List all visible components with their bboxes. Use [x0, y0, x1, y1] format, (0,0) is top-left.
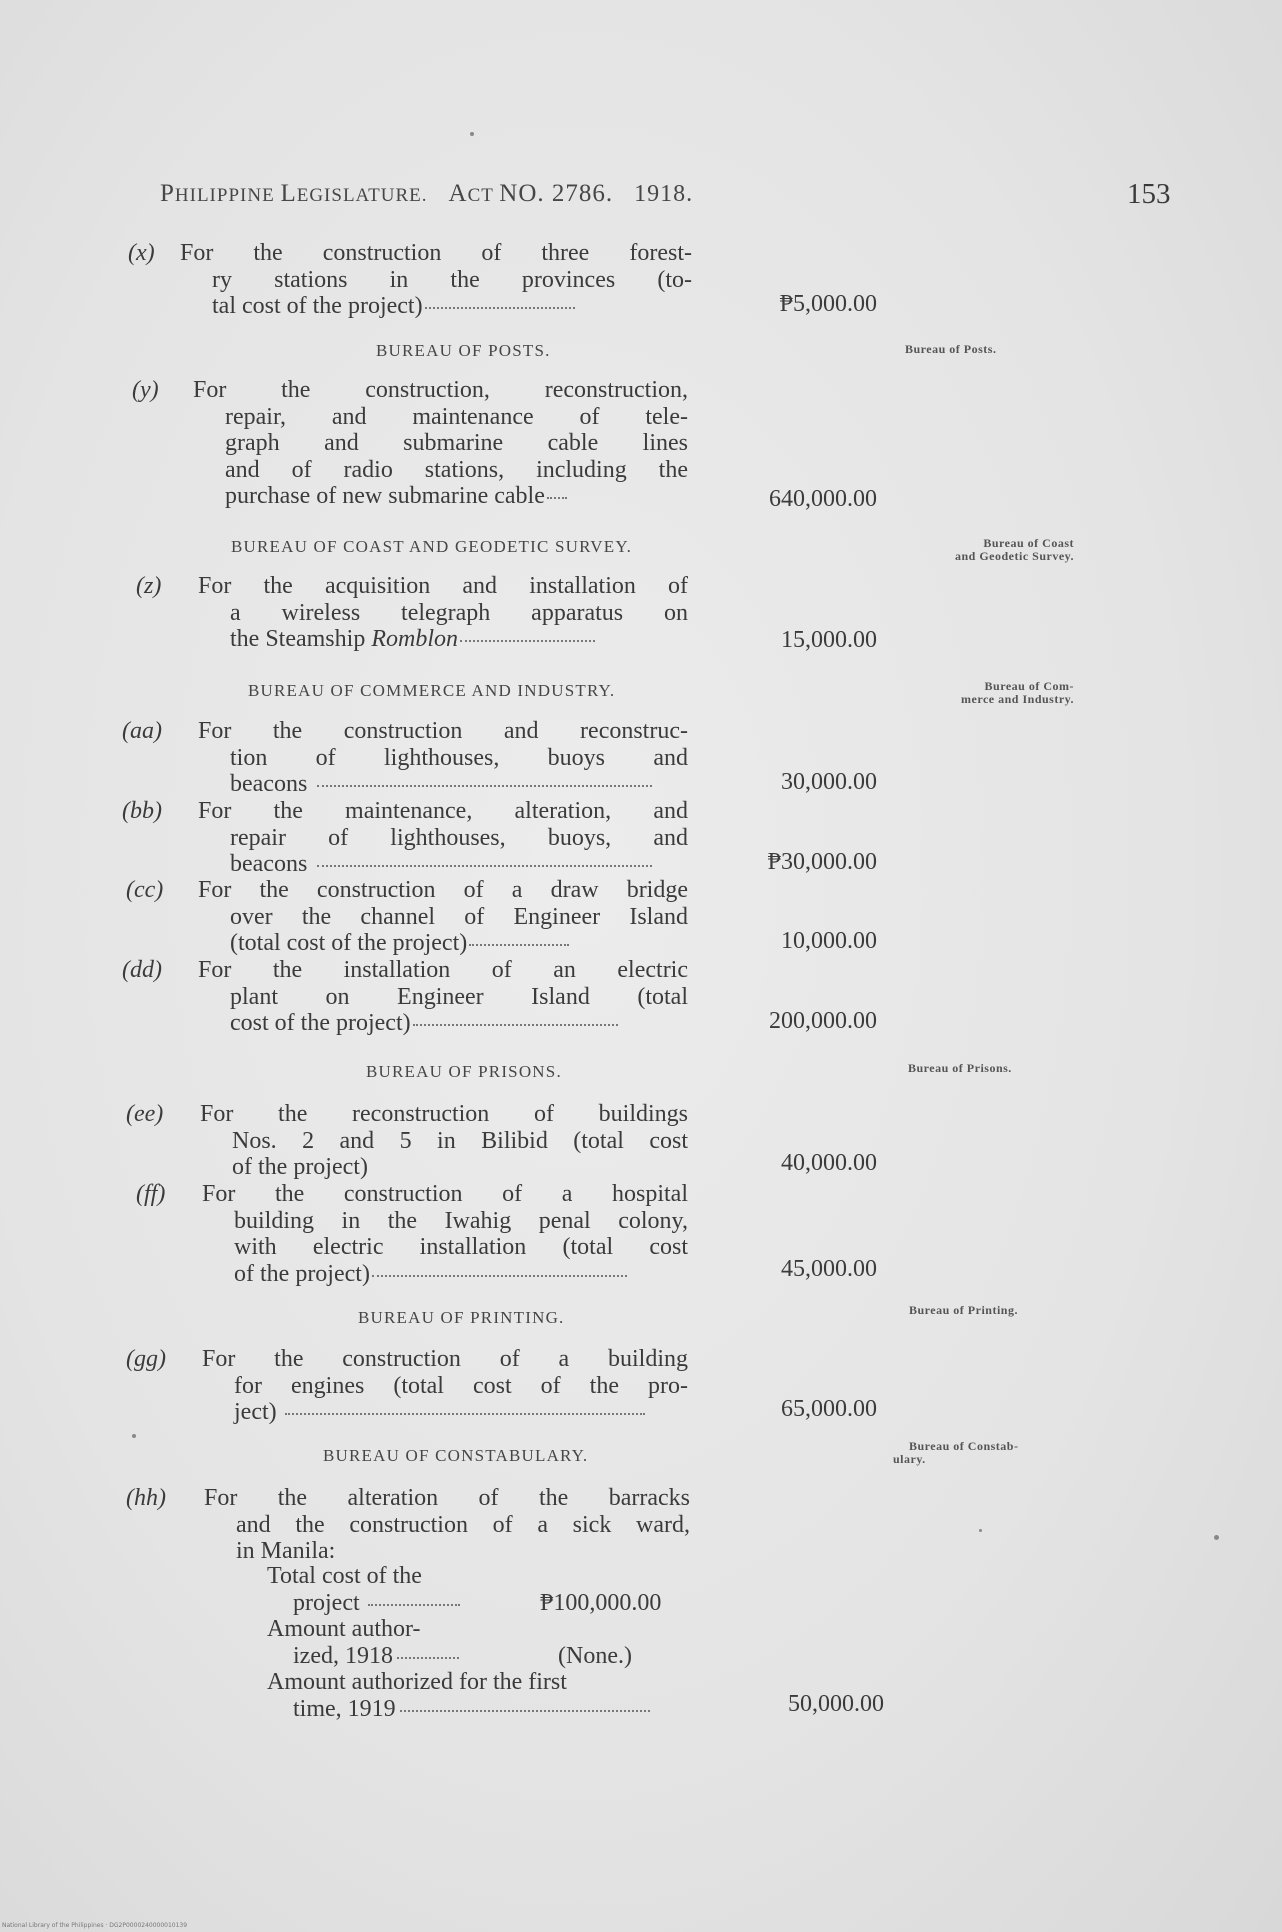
appropriation-item-ff: (ff) For the construction of a hospital building in the Iwahig penal colony, with electric installation (total cost of the project)	[136, 1181, 688, 1287]
scan-speck	[132, 1434, 136, 1438]
hh-first-time-label: Amount authorized for the first	[267, 1669, 567, 1695]
margin-note-constabulary: Bureau of Constab- ulary.	[893, 1439, 1019, 1466]
appropriation-item-cc: (cc) For the construction of a draw bridge over the channel of Engineer Island (total cost of the project)	[126, 877, 688, 956]
appropriation-item-gg: (gg) For the construction of a building for engines (total cost of the pro- ject)	[126, 1346, 688, 1425]
bureau-heading-coast: BUREAU OF COAST AND GEODETIC SURVEY.	[231, 537, 633, 556]
dot-leader	[368, 1603, 460, 1606]
dot-leader	[372, 1274, 627, 1277]
appropriation-item-hh: (hh) For the alteration of the barracks and the construction of a sick ward, in Manila:	[126, 1485, 690, 1564]
bureau-heading-prisons: BUREAU OF PRISONS.	[366, 1062, 562, 1081]
margin-note-printing: Bureau of Printing.	[909, 1303, 1018, 1317]
dot-leader	[285, 1412, 645, 1415]
bureau-heading-constabulary: BUREAU OF CONSTABULARY.	[323, 1446, 589, 1465]
item-label: (dd)	[122, 957, 162, 983]
amount-y: 640,000.00	[769, 486, 877, 512]
appropriation-item-ee: (ee) For the reconstruction of buildings Nos. 2 and 5 in Bilibid (total cost of the project)	[126, 1101, 688, 1180]
amount-gg: 65,000.00	[781, 1396, 877, 1422]
dot-leader	[317, 784, 652, 787]
item-label: (cc)	[126, 877, 164, 903]
amount-ff: 45,000.00	[781, 1256, 877, 1282]
hh-total-cost-label: Total cost of the	[267, 1563, 422, 1589]
hh-authorized-label-2: ized, 1918	[293, 1643, 459, 1670]
dot-leader	[317, 864, 652, 867]
item-label: (ee)	[126, 1101, 164, 1127]
hh-authorized-label: Amount author-	[267, 1616, 421, 1642]
item-label: (hh)	[126, 1485, 166, 1511]
scan-footer: National Library of the Philippines · DG2P0000240000010139	[2, 1922, 188, 1929]
appropriation-item-z: (z) For the acquisition and installation of a wireless telegraph apparatus on the Steamship Romblon	[136, 573, 688, 652]
amount-hh: 50,000.00	[788, 1691, 884, 1717]
margin-note-coast: Bureau of Coast and Geodetic Survey.	[954, 536, 1074, 563]
scan-speck	[979, 1529, 982, 1532]
dot-leader	[425, 306, 575, 309]
bureau-heading-printing: BUREAU OF PRINTING.	[358, 1308, 565, 1327]
hh-total-cost-label-2: project	[293, 1590, 460, 1617]
running-header: PHILIPPINE LEGISLATURE. ACT NO. 2786. 1918.	[160, 180, 694, 207]
item-label: (x)	[128, 240, 155, 266]
appropriation-item-dd: (dd) For the installation of an electric plant on Engineer Island (total cost of the project)	[122, 957, 688, 1036]
margin-note-prisons: Bureau of Prisons.	[908, 1061, 1012, 1075]
bureau-heading-commerce: BUREAU OF COMMERCE AND INDUSTRY.	[248, 681, 616, 700]
header-year: 1918.	[634, 181, 694, 207]
hh-total-cost-value: ₱100,000.00	[540, 1590, 662, 1616]
amount-aa: 30,000.00	[781, 769, 877, 795]
dot-leader	[469, 943, 569, 946]
amount-z: 15,000.00	[781, 627, 877, 653]
scan-speck	[470, 132, 474, 136]
appropriation-item-y: (y) For the construction, reconstruction, repair, and maintenance of tele- graph and submarine cable lines and of radio stations, including the purchase of new submarine cable	[132, 377, 688, 509]
appropriation-item-x: (x) For the construction of three forest- ry stations in the provinces (to- tal cost of the project)	[128, 240, 692, 319]
amount-x: ₱5,000.00	[779, 291, 877, 317]
scan-speck	[1214, 1535, 1219, 1540]
hh-authorized-value: (None.)	[558, 1643, 632, 1669]
amount-bb: ₱30,000.00	[767, 849, 877, 875]
item-label: (ff)	[136, 1181, 166, 1207]
dot-leader	[400, 1709, 650, 1712]
amount-cc: 10,000.00	[781, 928, 877, 954]
ship-name: Romblon	[371, 626, 458, 652]
appropriation-item-aa: (aa) For the construction and reconstruc- tion of lighthouses, buoys and beacons	[122, 718, 688, 797]
appropriation-item-bb: (bb) For the maintenance, alteration, and repair of lighthouses, buoys, and beacons	[122, 798, 688, 877]
item-label: (z)	[136, 573, 162, 599]
amount-dd: 200,000.00	[769, 1008, 877, 1034]
dot-leader	[397, 1656, 459, 1659]
margin-note-commerce: Bureau of Com- merce and Industry.	[961, 679, 1074, 706]
page-number: 153	[1127, 178, 1171, 210]
amount-ee: 40,000.00	[781, 1150, 877, 1176]
item-label: (y)	[132, 377, 159, 403]
margin-note-posts: Bureau of Posts.	[905, 342, 997, 356]
item-label: (aa)	[122, 718, 162, 744]
hh-first-time-label-2: time, 1919	[293, 1696, 650, 1723]
dot-leader	[413, 1023, 618, 1026]
bureau-heading-posts: BUREAU OF POSTS.	[376, 341, 551, 360]
dot-leader	[460, 639, 595, 642]
dot-leader	[547, 496, 567, 499]
item-label: (bb)	[122, 798, 162, 824]
item-label: (gg)	[126, 1346, 166, 1372]
